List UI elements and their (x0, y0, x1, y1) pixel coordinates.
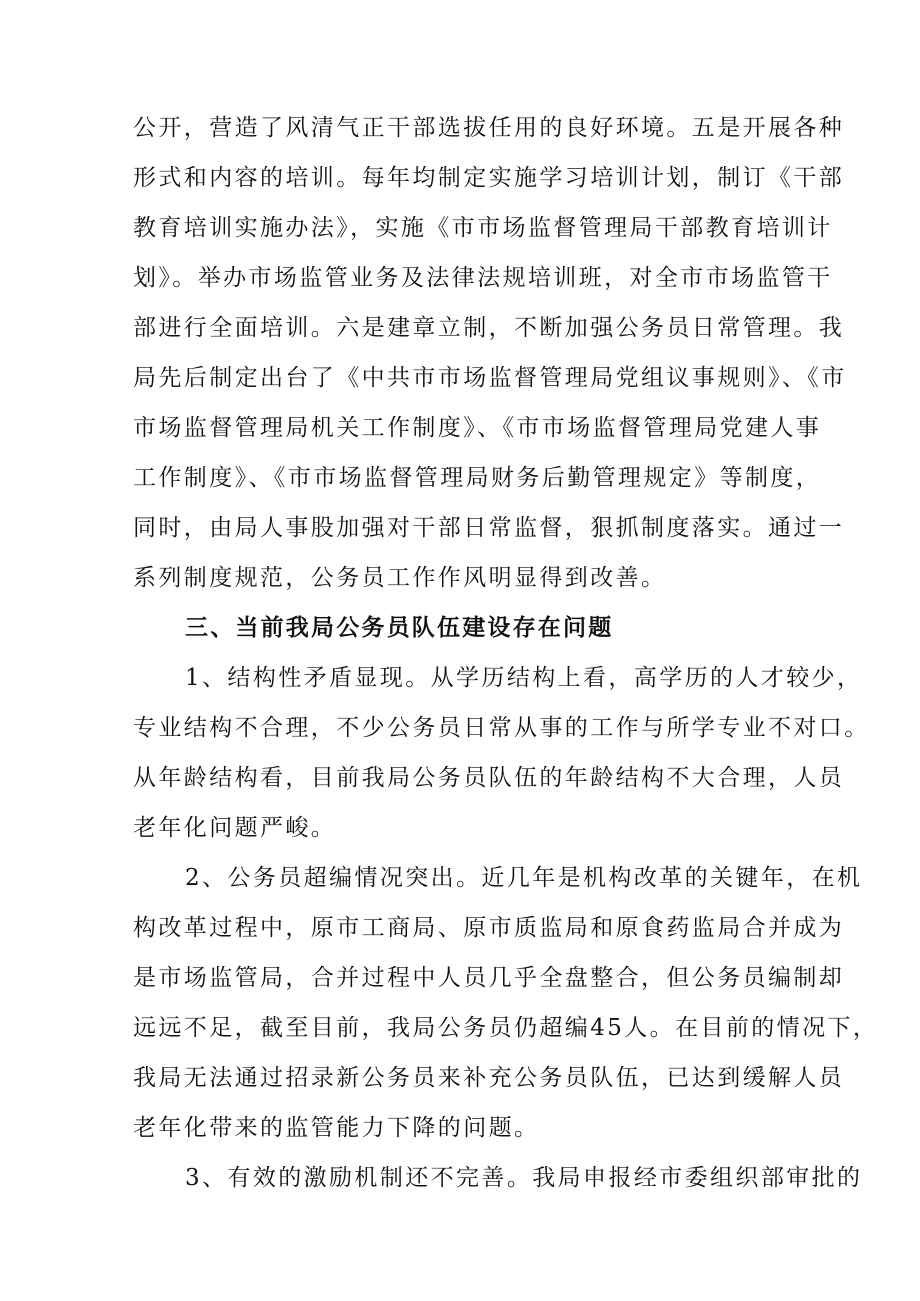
paragraph-line-20: 老年化带来的监管能力下降的问题。 (133, 1115, 540, 1141)
paragraph-line-21: 3、有效的激励机制还不完善。我局申报经市委组织部审批的 (185, 1165, 863, 1191)
paragraph-line-3: 教育培训实施办法》，实施《市市场监督管理局干部教育培训计 (133, 215, 833, 241)
paragraph-line-7: 市场监督管理局机关工作制度》、《市市场监督管理局党建人事 (133, 415, 822, 441)
paragraph-line-18: 远远不足，截至目前，我局公务员仍超编45人。在目前的情况下， (133, 1015, 879, 1041)
paragraph-line-10: 系列制度规范，公务员工作作风明显得到改善。 (133, 565, 667, 591)
paragraph-line-5: 部进行全面培训。六是建章立制，不断加强公务员日常管理。我 (133, 315, 845, 341)
paragraph-line-4: 划》。举办市场监管业务及法律法规培训班，对全市市场监管干 (133, 265, 833, 291)
paragraph-line-17: 是市场监管局，合并过程中人员几乎全盘整合，但公务员编制却 (133, 965, 845, 991)
paragraph-line-9: 同时，由局人事股加强对干部日常监督，狠抓制度落实。通过一 (133, 515, 845, 541)
paragraph-line-2: 形式和内容的培训。每年均制定实施学习培训计划，制订《干部 (133, 165, 845, 191)
paragraph-line-13: 从年龄结构看，目前我局公务员队伍的年龄结构不大合理，人员 (133, 765, 845, 791)
paragraph-line-11: 1、结构性矛盾显现。从学历结构上看，高学历的人才较少， (185, 665, 863, 691)
paragraph-line-1: 公开，营造了风清气正干部选拔任用的良好环境。五是开展各种 (133, 115, 845, 141)
paragraph-line-8: 工作制度》、《市市场监督管理局财务后勤管理规定》等制度， (133, 465, 822, 491)
paragraph-line-19: 我局无法通过招录新公务员来补充公务员队伍，已达到缓解人员 (133, 1065, 845, 1091)
paragraph-line-14: 老年化问题严峻。 (133, 815, 337, 841)
paragraph-line-12: 专业结构不合理，不少公务员日常从事的工作与所学专业不对口。 (133, 715, 870, 741)
paragraph-line-15: 2、公务员超编情况突出。近几年是机构改革的关键年，在机 (185, 865, 863, 891)
section-heading: 三、当前我局公务员队伍建设存在问题 (185, 615, 614, 641)
paragraph-line-16: 构改革过程中，原市工商局、原市质监局和原食药监局合并成为 (133, 915, 845, 941)
paragraph-line-6: 局先后制定出台了《中共市市场监督管理局党组议事规则》、《市 (133, 365, 847, 391)
